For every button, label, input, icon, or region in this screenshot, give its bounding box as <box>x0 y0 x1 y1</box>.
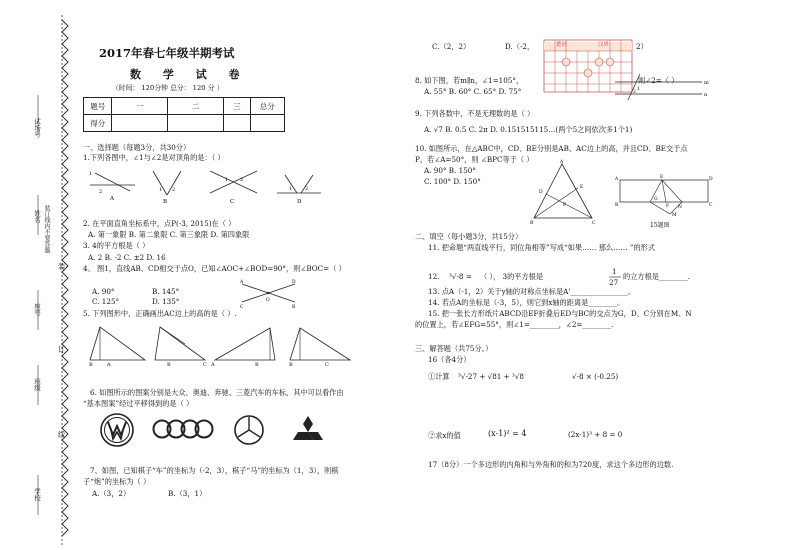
svg-text:P: P <box>563 203 567 208</box>
question-10-line-2: P，若∠A=50°，则 ∠BPC等于（ ） <box>415 155 534 164</box>
svg-text:D: D <box>292 280 296 285</box>
question-7-option-c: C.（2，2） <box>432 42 471 51</box>
svg-text:1: 1 <box>225 177 229 183</box>
question-2-options: A. 第一象限 B. 第二象限 C. 第三象限 D. 第四象限 <box>88 230 250 239</box>
question-13: 13. 点A（-1，2）关于y轴的对称点坐标是A'________________。 <box>428 287 636 296</box>
q1-figure-a <box>89 171 135 202</box>
svg-text:F: F <box>666 204 670 209</box>
score-input-cell[interactable] <box>168 115 224 132</box>
svg-text:C: C <box>230 199 235 205</box>
question-12-number: 12. <box>428 272 440 281</box>
mitsubishi-logo-icon <box>291 415 325 445</box>
question-15-line-1: 15. 把一张长方形纸片ABCD沿EF折叠后ED与BC的交点为G，D、C分别在M、N <box>428 309 692 318</box>
question-7-line-1: 7、如图，已知棋子“车”的坐标为（-2，3），棋子“马”的坐标为（1，3），则棋 <box>90 466 339 475</box>
question-16: 16（各4分） <box>428 355 471 364</box>
svg-text:C: C <box>240 305 244 310</box>
svg-text:2: 2 <box>172 187 176 193</box>
question-8-options: A. 55° B. 60° C. 65° D. 75° <box>424 87 522 96</box>
exam-title: 2017年春七年级半期考试 <box>99 46 235 60</box>
question-10-options-cd: C. 100° D. 150° <box>424 177 481 186</box>
svg-text:C: C <box>203 362 207 368</box>
score-header-cell: 二 <box>168 98 224 115</box>
svg-text:1: 1 <box>89 171 93 177</box>
svg-text:N: N <box>678 205 682 210</box>
seal-char-1: 装 <box>58 262 66 271</box>
question-4: 4、 图1，直线AB、CD相交于点O，已知∠AOC+∠BOD=90°，则∠BOC=（ ） <box>83 264 346 273</box>
q15-fold-figure <box>612 172 712 227</box>
q4-figure <box>240 278 300 308</box>
svg-text:1: 1 <box>637 87 640 92</box>
svg-text:A: A <box>240 280 244 285</box>
seal-note: 装订线内不要答题 <box>43 205 50 253</box>
svg-text:B: B <box>167 362 171 368</box>
score-input-cell[interactable] <box>112 115 168 132</box>
svg-text:M: M <box>672 213 677 218</box>
class-label: 班级 <box>33 378 41 391</box>
svg-text:2: 2 <box>633 90 636 95</box>
time-info: （时间： 120分钟 总分： 120 分 ） <box>112 84 224 92</box>
question-3-options: A. 2 B. -2 C. ±2 D. 16 <box>88 253 166 262</box>
question-12-fraction-top: 1 <box>612 267 617 276</box>
q1-figures <box>85 163 385 203</box>
svg-text:B: B <box>89 362 93 368</box>
svg-text:2: 2 <box>240 177 244 183</box>
question-7-option-a: A.（3，2） <box>92 489 131 498</box>
question-7-option-d-end: 2） <box>636 42 648 51</box>
subject-title: 数 学 试 卷 <box>130 68 249 81</box>
svg-text:1: 1 <box>159 187 163 193</box>
question-7-option-d-start: D.（-2， <box>505 42 535 51</box>
svg-text:D: D <box>539 190 543 195</box>
question-16-expression-1: ³√-27 + √81 + ³√8 <box>458 372 524 381</box>
question-10-options-ab: A. 90° B. 150° <box>424 166 476 175</box>
score-header-cell: 三 <box>224 98 251 115</box>
svg-text:1: 1 <box>289 186 293 192</box>
question-8-angle: 则∠2=（ ） <box>638 76 679 85</box>
svg-text:2: 2 <box>99 189 103 195</box>
question-17: 17（8分）一个多边形的内角和与外角和的和为720度，求这个多边形的边数. <box>428 460 674 469</box>
question-15-line-2: 的位置上，若∠EFG=55°，则∠1=________，∠2=________. <box>415 320 614 329</box>
question-16-expression-2: √-8 × (-0.25) <box>572 372 619 381</box>
question-9-options: A. √7 B. 0.5 C. 2π D. 0.151515115…(两个5之间依次多1个1) <box>424 125 633 134</box>
question-8: 8. 如下图，若m∥n，∠1=105°， <box>415 76 524 85</box>
audi-logo-icon <box>152 418 214 440</box>
question-14: 14. 若点A的坐标是（-3，5），则它到x轴的距离是________。 <box>428 298 625 307</box>
q1-figure-d <box>277 175 321 205</box>
svg-text:B: B <box>530 221 534 226</box>
score-header-cell: 总分 <box>250 98 284 115</box>
score-table-row <box>84 98 285 115</box>
svg-text:E: E <box>580 185 584 190</box>
svg-text:A: A <box>615 177 619 182</box>
svg-text:A: A <box>560 160 564 165</box>
q1-figure-b <box>153 171 181 205</box>
mercedes-logo-icon <box>233 414 265 446</box>
section-2-heading: 二、填空（每小题3分，共15分） <box>415 232 523 241</box>
question-7-option-b: B.（3，1） <box>168 489 207 498</box>
score-header-cell: 题号 <box>84 98 112 115</box>
score-row-label: 得分 <box>84 115 112 132</box>
svg-text:D: D <box>297 199 302 205</box>
q8-figure <box>610 72 710 102</box>
q5-figures <box>85 322 385 367</box>
svg-text:m: m <box>704 80 709 86</box>
score-table <box>83 97 285 132</box>
q5-figure-c <box>210 328 275 368</box>
score-table-row <box>84 115 285 132</box>
q5-figure-b <box>155 327 207 368</box>
question-16-part-1: ①计算 <box>428 372 450 381</box>
question-5: 5. 下列图形中，正确画出AC边上的高的是（ ）. <box>83 309 237 318</box>
svg-text:B: B <box>615 203 619 208</box>
q5-figure-a <box>89 327 145 368</box>
question-6-line-2: “基本图案”经过平移得到的是（ ） <box>83 399 194 408</box>
svg-text:B: B <box>292 305 296 310</box>
svg-text:E: E <box>660 175 664 180</box>
question-16-equation-2: (2x-1)³ + 8 = 0 <box>568 430 623 439</box>
question-9: 9. 下列各数中，不是无理数的是（ ） <box>415 109 535 118</box>
question-6-line-1: 6. 如图所示的图案分别是大众、奥迪、奔驰、三菱汽车的车标，其中可以看作由 <box>90 388 344 397</box>
svg-text:O: O <box>266 298 270 303</box>
exam-no-label: 试场号 <box>33 118 41 138</box>
score-header-cell: 一 <box>112 98 168 115</box>
svg-text:D: D <box>709 177 713 182</box>
question-10-line-1: 10. 如图所示，在△ABC中，CD、BE分别是AB、AC边上的高，并且CD、BE交于点 <box>415 144 688 153</box>
svg-text:A: A <box>107 362 111 368</box>
svg-text:G: G <box>654 197 658 202</box>
figure-15-caption: 15题图 <box>650 222 670 229</box>
svg-text:A: A <box>110 196 114 202</box>
question-12-end: 的立方根是________. <box>623 272 690 281</box>
svg-text:2: 2 <box>305 186 309 192</box>
question-4-option-d: D. 135° <box>152 297 180 306</box>
question-4-option-a: A. 90° <box>92 287 115 296</box>
svg-text:B: B <box>255 362 259 368</box>
question-1: 1.下列各图中，∠1与∠2是对顶角的是：（ ） <box>83 153 225 162</box>
section-3-heading: 三、解答题（共75分。） <box>415 344 493 353</box>
question-11: 11. 把命题“两直线平行，同位角相等”写成“如果…… 那么…… ”的形式 <box>428 243 656 252</box>
seal-char-2: 订 <box>58 345 66 354</box>
question-12-fraction-bottom: 27 <box>609 278 619 287</box>
svg-text:B: B <box>289 362 293 368</box>
seat-no-label: 座号 <box>33 303 41 316</box>
score-input-cell[interactable] <box>250 115 284 132</box>
score-input-cell[interactable] <box>224 115 251 132</box>
q1-figure-c <box>210 171 257 205</box>
question-12-middle: （ ）， 3的平方根是 <box>480 272 544 281</box>
svg-text:A: A <box>211 362 215 368</box>
svg-text:B: B <box>163 199 168 205</box>
question-12-cube-root: ³√-8 = <box>449 272 472 281</box>
question-16-part-2: ②求x的值 <box>428 431 461 440</box>
question-4-option-b: B. 145° <box>152 287 180 296</box>
question-2: 2. 在平面直角坐标系中，点P(-3, 2015)在（ ） <box>83 219 236 228</box>
seal-char-3: 线 <box>58 430 66 439</box>
chess-river-left: 楚河 <box>556 42 568 48</box>
chess-river-right: 汉界 <box>598 42 610 48</box>
q10-triangle-figure <box>530 160 600 225</box>
svg-text:n: n <box>704 92 708 98</box>
svg-text:C: C <box>592 221 596 226</box>
name-label: 姓名 <box>33 210 41 223</box>
question-4-option-c: C. 125° <box>92 297 120 306</box>
volkswagen-logo-icon <box>100 413 134 447</box>
question-16-equation-1: (x-1)² = 4 <box>488 429 527 438</box>
svg-text:C: C <box>709 203 713 208</box>
svg-text:C: C <box>325 362 329 368</box>
question-3: 3. 4的平方根是（ ） <box>83 241 150 250</box>
school-label: 学校 <box>33 488 41 501</box>
question-7-line-2: 子“炮”的坐标为（ ） <box>83 477 151 486</box>
q5-figure-d <box>289 328 350 368</box>
section-1-heading: 一、选择题（每题3分，共30分） <box>83 143 191 152</box>
name-underlines <box>30 0 60 550</box>
